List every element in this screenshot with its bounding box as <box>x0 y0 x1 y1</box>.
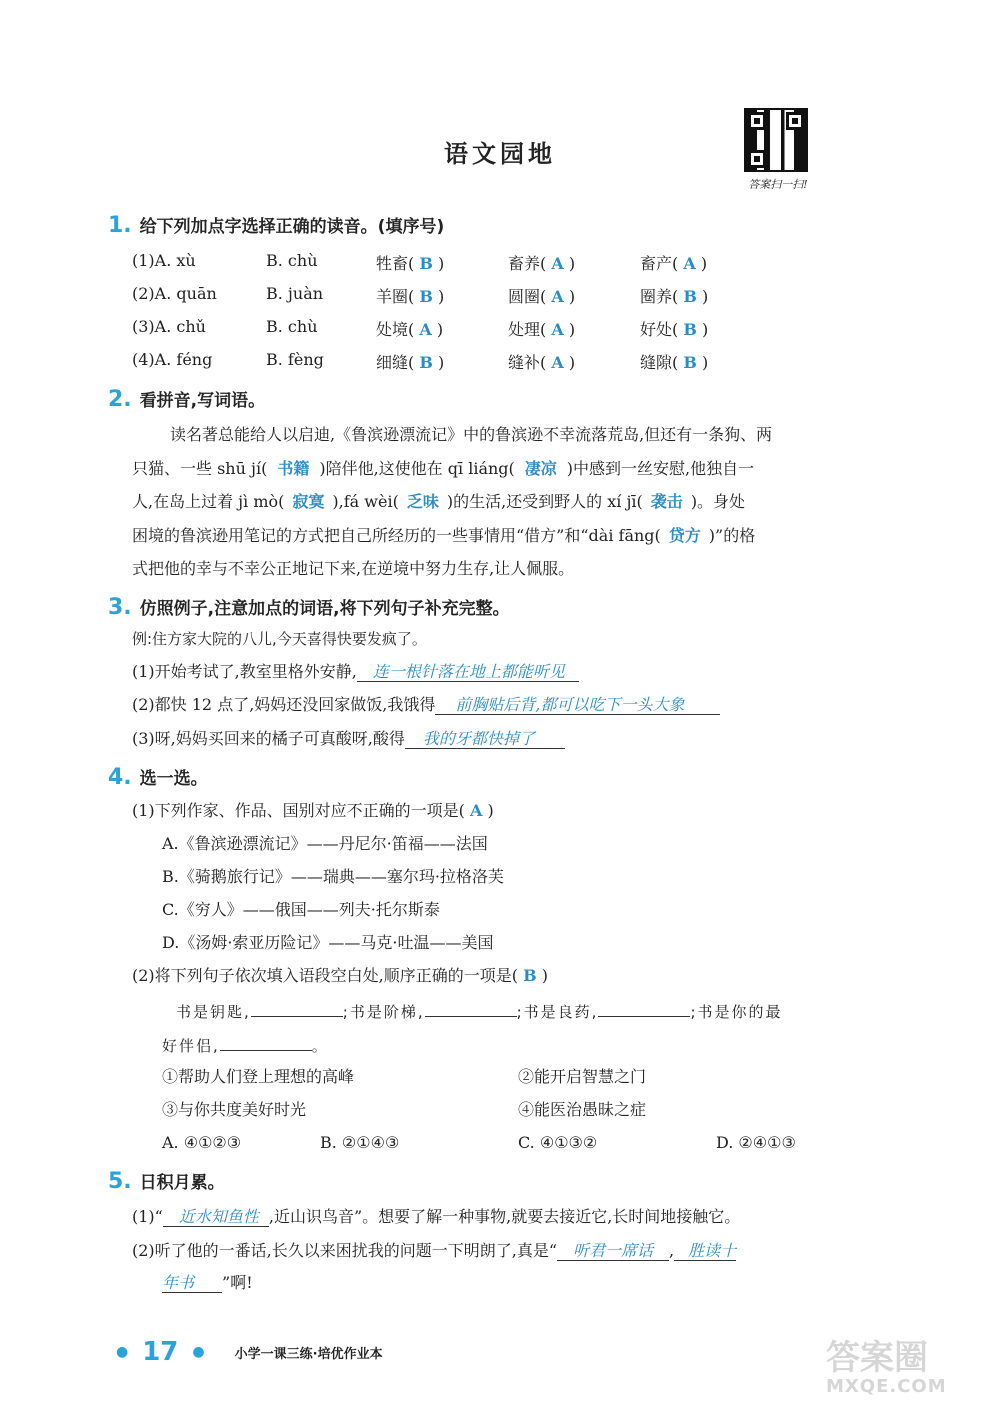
q3-number: 3. <box>108 595 132 620</box>
text: 书是钥匙, <box>176 1003 251 1021</box>
word: 畜产( <box>640 254 679 273</box>
answer: B <box>419 353 433 372</box>
answer: B <box>419 287 433 306</box>
page-title: 语文园地 <box>444 140 556 168</box>
option-b: B. chù <box>266 251 318 270</box>
sentence: (3)呀,妈妈买回来的橘子可真酸呀,酸得 <box>132 729 405 748</box>
word: 处理( <box>508 320 547 339</box>
text: 好伴侣, <box>162 1037 220 1055</box>
answer: 连一根针落在地上都能听见 <box>357 662 579 682</box>
page-footer <box>116 1337 383 1367</box>
q4-sentence: ②能开启智慧之门 <box>518 1067 647 1086</box>
option-a: (2)A. quān <box>132 284 217 303</box>
answer: 近水知鱼性 <box>163 1207 269 1227</box>
sentence: (2)都快 12 点了,妈妈还没回家做饭,我饿得 <box>132 695 436 714</box>
para-line: 读名著总能给人以启迪,《鲁滨逊漂流记》中的鲁滨逊不幸流落荒岛,但还有一条狗、两 <box>170 425 773 444</box>
q4-choice: D. ②④①③ <box>716 1133 796 1152</box>
word: 缝补( <box>508 353 547 372</box>
q3-item <box>132 728 565 750</box>
qr-finder <box>748 112 766 130</box>
word: 圈养( <box>640 287 679 306</box>
answer: 胜读十 <box>674 1241 736 1261</box>
q3-heading <box>108 594 510 620</box>
text: (2)听了他的一番话,长久以来困扰我的问题一下明朗了,真是“ <box>132 1241 558 1260</box>
option-a: (4)A. féng <box>132 350 213 369</box>
para-line <box>132 485 902 519</box>
para-line: 式把他的幸与不幸公正地记下来,在逆境中努力生存,让人佩服。 <box>132 559 575 578</box>
q4-sentence: ③与你共度美好时光 <box>162 1100 307 1119</box>
q4-heading <box>108 764 208 790</box>
q4-option: A.《鲁滨逊漂流记》——丹尼尔·笛福——法国 <box>162 834 488 853</box>
answer: 书籍 <box>277 458 310 478</box>
text: ),fá wèi( <box>332 492 399 511</box>
word: 圆圈( <box>508 287 547 306</box>
q4-part1: (1)下列作家、作品、国别对应不正确的一项是( A ) <box>132 801 494 820</box>
answer: 听君一席话 <box>557 1241 669 1261</box>
book-title: 小学一课三练·培优作业本 <box>234 1346 383 1362</box>
answer: 我的牙都快掉了 <box>405 729 565 749</box>
para-line <box>132 452 902 486</box>
text: ;书是你的最 <box>690 1003 783 1021</box>
word: 牲畜( <box>376 254 415 273</box>
answer: B <box>683 353 697 372</box>
text: ”啊! <box>222 1273 253 1292</box>
bullet-icon: ● <box>192 1344 205 1360</box>
answer: A <box>419 320 432 339</box>
q2-title: 看拼音,写词语。 <box>139 391 266 411</box>
text: )”的格 <box>708 525 756 545</box>
question: (1)下列作家、作品、国别对应不正确的一项是( <box>132 801 465 820</box>
answer: 前胸贴后背,都可以吃下一头大象 <box>435 695 720 715</box>
qr-finder <box>748 150 766 168</box>
q5-number: 5. <box>108 1169 132 1194</box>
q4-passage-line <box>176 1000 783 1023</box>
text: )。身处 <box>690 492 746 511</box>
word: 羊圈( <box>376 287 415 306</box>
answer: 袭击 <box>650 492 683 511</box>
answer: B <box>683 320 697 339</box>
text: (1)“ <box>132 1207 163 1226</box>
answer: 年书 <box>162 1273 222 1293</box>
q4-option: B.《骑鹅旅行记》——瑞典——塞尔玛·拉格洛芙 <box>162 867 504 886</box>
text: )的生活,还受到野人的 xí jī( <box>446 492 643 511</box>
q4-part2: (2)将下列句子依次填入语段空白处,顺序正确的一项是( B ) <box>132 966 548 985</box>
text: )中感到一丝安慰,他独自一 <box>566 458 755 478</box>
sentence: (1)开始考试了,教室里格外安静, <box>132 662 357 681</box>
word: 处境( <box>376 320 415 339</box>
q4-choice: C. ④①③② <box>518 1133 598 1152</box>
qr-caption: 答案扫一扫! <box>748 178 808 191</box>
q5-line <box>162 1272 253 1294</box>
q1-title: 给下列加点字选择正确的读音。(填序号) <box>139 217 445 237</box>
q1-number: 1. <box>108 213 132 238</box>
text: 困境的鲁滨逊用笔记的方式把自己所经历的一些事情用“借方”和“dài fāng( <box>132 525 661 545</box>
q2-paragraph <box>132 418 902 586</box>
answer: 凄凉 <box>524 458 557 478</box>
q4-option: D.《汤姆·索亚历险记》——马克·吐温——美国 <box>162 933 494 952</box>
text: 只猫、一些 shū jí( <box>132 458 268 478</box>
q5-heading <box>108 1168 225 1194</box>
word: 畜养( <box>508 254 547 273</box>
q5-line <box>132 1206 740 1228</box>
text: ;书是良药, <box>516 1003 599 1021</box>
option-a: (1)A. xù <box>132 251 196 270</box>
text: )陪伴他,这使他在 qī liáng( <box>319 458 515 478</box>
q2-heading <box>108 386 265 412</box>
answer: A <box>470 801 483 820</box>
q3-example: 例:住方家大院的八儿,今天喜得快要发疯了。 <box>132 630 427 648</box>
answer: 乏味 <box>406 492 439 511</box>
q5-line: (2)听了他的一番话,长久以来困扰我的问题一下明朗了,真是“ 听君一席话 , 胜读十 <box>132 1241 737 1260</box>
q3-title: 仿照例子,注意加点的词语,将下列句子补充完整。 <box>139 599 510 619</box>
q4-sentence: ①帮助人们登上理想的高峰 <box>162 1067 355 1086</box>
answer: A <box>551 320 564 339</box>
watermark-logo: 答案圈 <box>826 1338 928 1378</box>
q4-sentence: ④能医治愚昧之症 <box>518 1100 647 1119</box>
answer: A <box>683 254 696 273</box>
page-number: 17 <box>142 1337 179 1367</box>
qr-finder <box>786 112 804 130</box>
option-b: B. fèng <box>266 350 324 369</box>
q4-option: C.《穷人》——俄国——列夫·托尔斯泰 <box>162 900 440 919</box>
option-b: B. chù <box>266 317 318 336</box>
question: (2)将下列句子依次填入语段空白处,顺序正确的一项是( <box>132 966 518 985</box>
blank <box>220 1034 312 1051</box>
blank <box>425 1000 517 1017</box>
q1-heading <box>108 212 444 238</box>
option-a: (3)A. chǔ <box>132 317 206 336</box>
q4-title: 选一选。 <box>139 769 208 789</box>
answer: A <box>551 254 564 273</box>
qr-code[interactable] <box>744 108 808 172</box>
answer: A <box>551 287 564 306</box>
word: 缝隙( <box>640 353 679 372</box>
q4-choice: A. ④①②③ <box>162 1133 242 1152</box>
word: 好处( <box>640 320 679 339</box>
answer: A <box>551 353 564 372</box>
q4-choice: B. ②①④③ <box>320 1133 400 1152</box>
blank <box>251 1000 343 1017</box>
text: 人,在岛上过着 jì mò( <box>132 492 285 511</box>
text: ,近山识鸟音”。想要了解一种事物,就要去接近它,长时间地接触它。 <box>268 1207 741 1226</box>
bullet-icon: ● <box>116 1344 129 1360</box>
option-b: B. juàn <box>266 284 324 303</box>
q5-title: 日积月累。 <box>139 1173 225 1193</box>
answer: B <box>683 287 697 306</box>
answer: B <box>523 966 537 985</box>
answer: B <box>419 254 433 273</box>
blank <box>598 1000 690 1017</box>
q4-number: 4. <box>108 765 132 790</box>
para-line <box>132 519 902 553</box>
q3-item <box>132 661 579 683</box>
q2-number: 2. <box>108 387 132 412</box>
watermark-url: MXQE.COM <box>826 1376 947 1397</box>
text: 。 <box>311 1037 329 1055</box>
q4-passage-line <box>162 1034 329 1057</box>
word: 细缝( <box>376 353 415 372</box>
text: ;书是阶梯, <box>342 1003 425 1021</box>
answer: 贷方 <box>668 525 701 545</box>
answer: 寂寞 <box>292 492 325 511</box>
q3-item <box>132 694 720 716</box>
